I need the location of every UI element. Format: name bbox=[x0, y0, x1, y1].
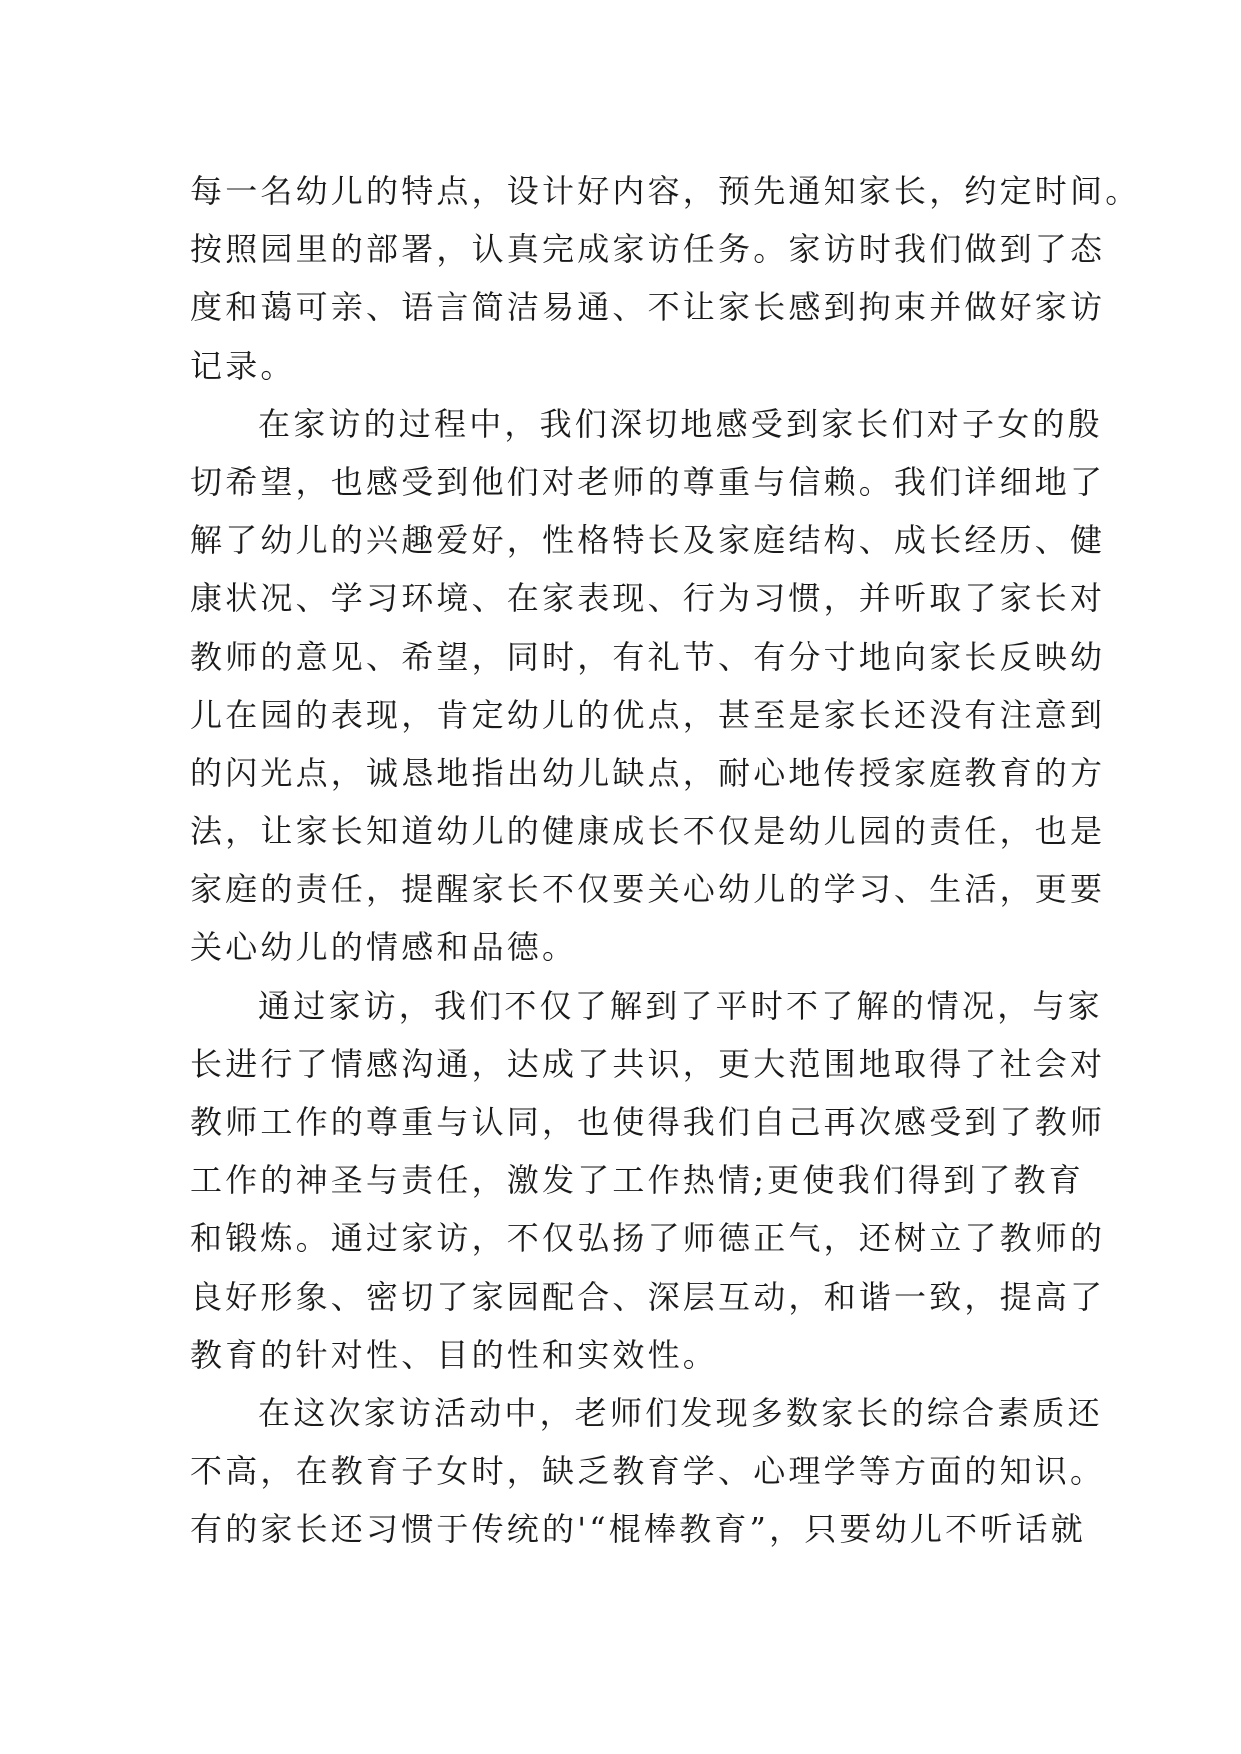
text-line: 按照园里的部署，认真完成家访任务。家访时我们做到了态 bbox=[190, 230, 1106, 269]
text-line: 教师的意见、希望，同时，有礼节、有分寸地向家长反映幼 bbox=[190, 637, 1106, 676]
text-line: 康状况、学习环境、在家表现、行为习惯，并听取了家长对 bbox=[190, 579, 1106, 618]
text-line: 法，让家长知道幼儿的健康成长不仅是幼儿园的责任，也是 bbox=[190, 812, 1106, 851]
text-line: 度和蔼可亲、语言简洁易通、不让家长感到拘束并做好家访 bbox=[190, 288, 1106, 327]
paragraph-start-line: 通过家访，我们不仅了解到了平时不了解的情况，与家 bbox=[258, 986, 1103, 1025]
text-line: 长进行了情感沟通，达成了共识，更大范围地取得了社会对 bbox=[190, 1044, 1106, 1083]
paragraph-start-line: 在家访的过程中，我们深切地感受到家长们对子女的殷 bbox=[258, 404, 1103, 443]
text-line: 有的家长还习惯于传统的'“棍棒教育”，只要幼儿不听话就 bbox=[190, 1510, 1086, 1549]
text-line: 教师工作的尊重与认同，也使得我们自己再次感受到了教师 bbox=[190, 1103, 1106, 1141]
text-line: 良好形象、密切了家园配合、深层互动，和谐一致，提高了 bbox=[190, 1277, 1106, 1316]
text-line: 关心幼儿的情感和品德。 bbox=[190, 928, 578, 967]
text-line: 儿在园的表现，肯定幼儿的优点，甚至是家长还没有注意到 bbox=[190, 695, 1106, 734]
text-line: 教育的针对性、目的性和实效性。 bbox=[190, 1335, 719, 1374]
text-line: 工作的神圣与责任，激发了工作热情;更使我们得到了教育 bbox=[190, 1161, 1084, 1200]
body-text bbox=[190, 162, 1141, 1559]
text-line: 记录。 bbox=[190, 346, 296, 385]
text-line: 家庭的责任，提醒家长不仅要关心幼儿的学习、生活，更要 bbox=[190, 870, 1106, 909]
text-line: 解了幼儿的兴趣爱好，性格特长及家庭结构、成长经历、健 bbox=[190, 521, 1106, 560]
text-line: 不高，在教育子女时，缺乏教育学、心理学等方面的知识。 bbox=[190, 1452, 1106, 1491]
paragraph-start-line: 在这次家访活动中，老师们发现多数家长的综合素质还 bbox=[258, 1393, 1103, 1432]
text-line: 切希望，也感受到他们对老师的尊重与信赖。我们详细地了 bbox=[190, 462, 1106, 501]
text-line: 和锻炼。通过家访，不仅弘扬了师德正气，还树立了教师的 bbox=[190, 1219, 1106, 1258]
text-line: 每一名幼儿的特点，设计好内容，预先通知家长，约定时间。 bbox=[190, 172, 1141, 210]
text-line: 的闪光点，诚恳地指出幼儿缺点，耐心地传授家庭教育的方 bbox=[190, 753, 1106, 792]
